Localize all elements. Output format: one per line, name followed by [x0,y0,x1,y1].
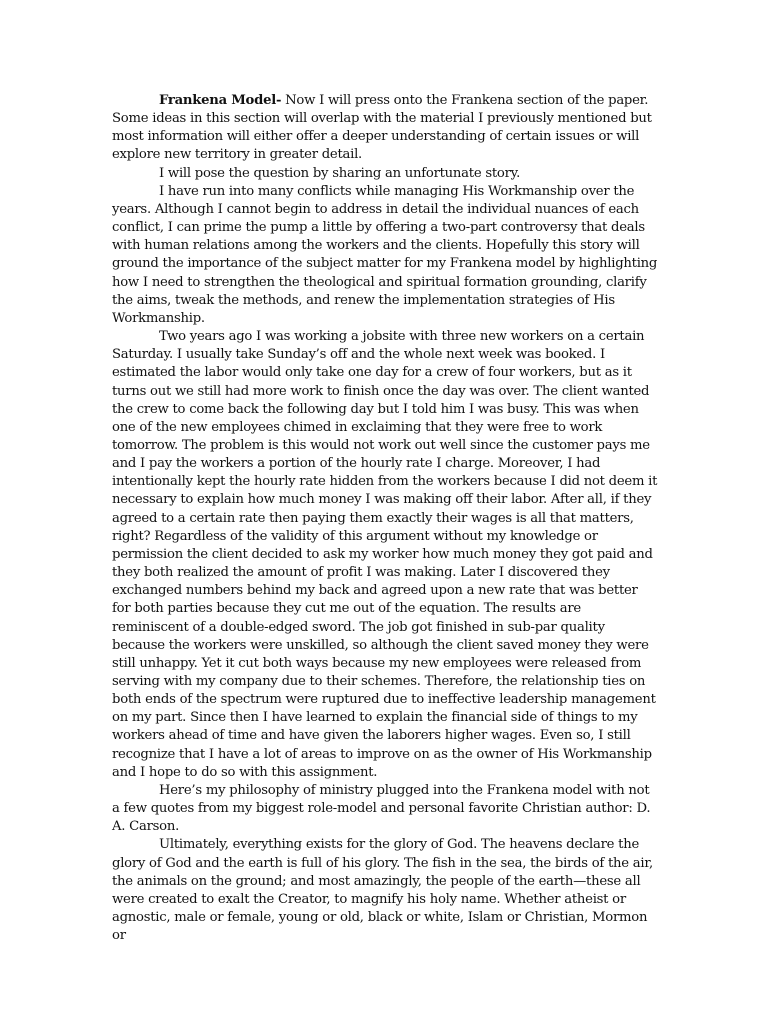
paragraph-intro-text: Now I will press onto the Frankena section of the paper. Some ideas in this section will overlap with the material I previously mentioned but most information will either offer a deeper understanding of certain issues or will explore new territory in greater detail. [112,93,652,163]
paragraph-conflicts: I have run into many conflicts while managing His Workmanship over the years. Although I cannot begin to address in detail the individual nuances of each conflict, I can prime the pump a little by offering a two-part controversy that deals with human relations among the workers and the clients. Hopefully this story will ground the importance of the subject matter for my Frankena model by highlighting how I need to strengthen the theological and spiritual formation grounding, clarify the aims, tweak the methods, and renew the implementation strategies of His Workmanship. [112,183,658,326]
paragraph-intro [112,92,658,165]
document-page [112,92,658,945]
paragraph-philosophy: Here’s my philosophy of ministry plugged into the Frankena model with not a few quotes from my biggest role-model and personal favorite Christian author: D. A. Carson. [112,782,651,835]
section-heading: Frankena Model- [159,93,282,108]
paragraph-jobsite-story: Two years ago I was working a jobsite with three new workers on a certain Saturday. I usually take Sunday’s off and the whole next week was booked. I estimated the labor would only take one day for a crew of four workers, but as it turns out we still had more work to finish once the day was over. The client wanted the crew to come back the following day but I told him I was busy. This was when one of the new employees chimed in exclaiming that they were free to work tomorrow. The problem is this would not work out well since the customer pays me and I pay the workers a portion of the hourly rate I charge. Moreover, I had intentionally kept the hourly rate hidden from the workers because I did not deem it necessary to explain how much money I was making off their labor. After all, if they agreed to a certain rate then paying them exactly their wages is all that matters, right? Regardless of the validity of this argument without my knowledge or permission the client decided to ask my worker how much money they got paid and they both realized the amount of profit I was making. Later I discovered they exchanged numbers behind my back and agreed upon a new rate that was better for both parties because they cut me out of the equation. The results are reminiscent of a double-edged sword. The job got finished in sub-par quality because the workers were unskilled, so although the client saved money they were still unhappy. Yet it cut both ways because my new employees were released from serving with my company due to their schemes. Therefore, the relationship ties on both ends of the spectrum were ruptured due to ineffective leadership management on my part. Since then I have learned to explain the financial side of things to my workers ahead of time and have given the laborers higher wages. Even so, I still recognize that I have a lot of areas to improve on as the owner of His Workmanship and I hope to do so with this assignment. [112,329,658,780]
paragraph-story-intro: I will pose the question by sharing an unfortunate story. [159,165,521,181]
paragraph-glory-of-god: Ultimately, everything exists for the glory of God. The heavens declare the glory of God and the earth is full of his glory. The fish in the sea, the birds of the air, the animals on the ground; and most amazingly, the people of the earth—these all were created to exalt the Creator, to magnify his holy name. Whether atheist or agnostic, male or female, young or old, black or white, Islam or Christian, Mormon or [112,837,653,944]
